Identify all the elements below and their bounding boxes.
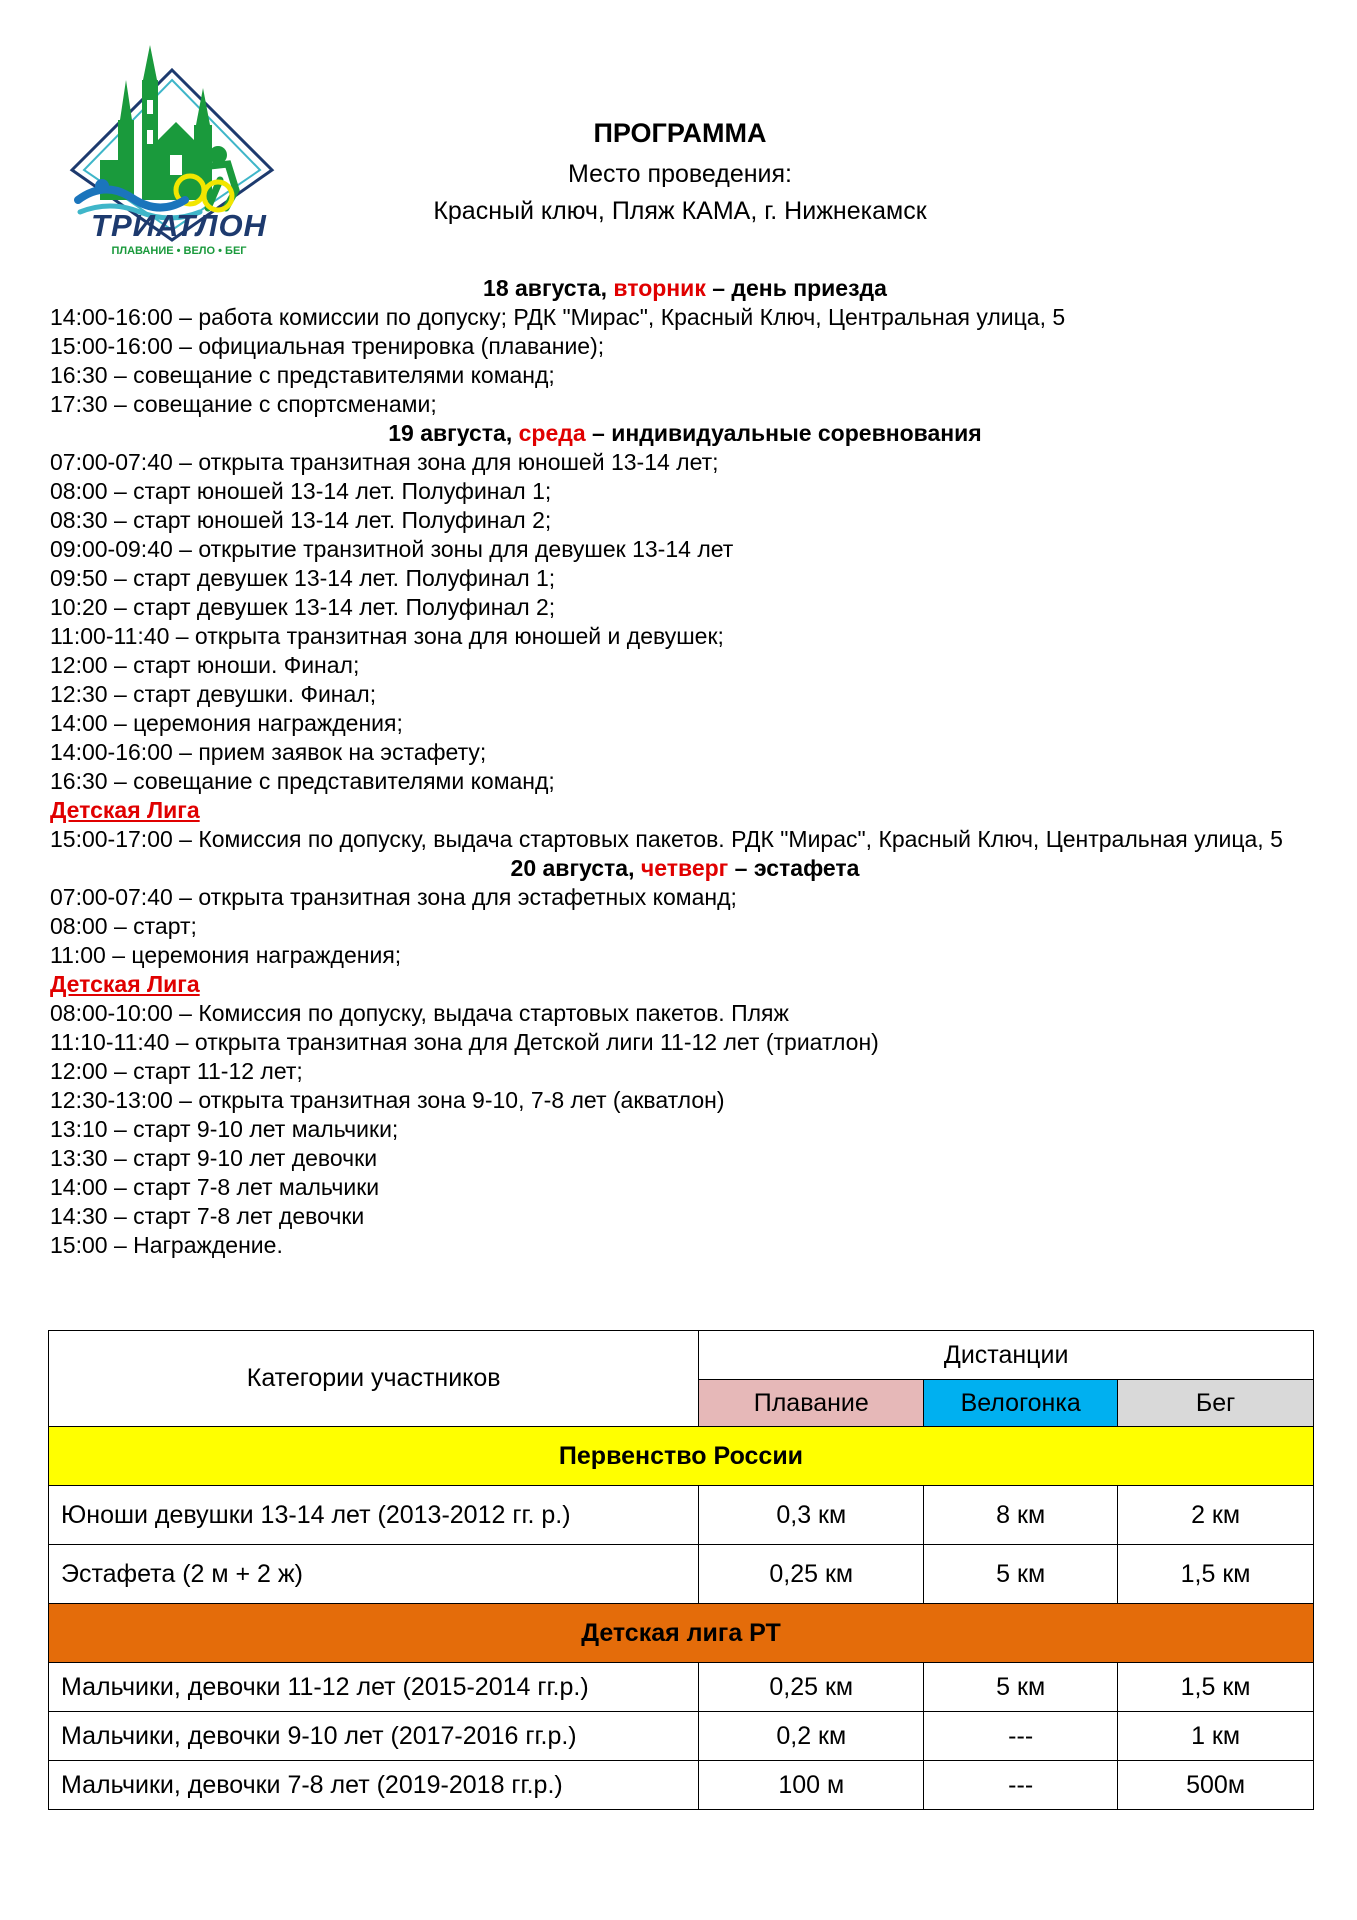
swim-cell: 0,25 км — [699, 1663, 924, 1712]
schedule-item: 12:00 – старт юноши. Финал; — [50, 652, 360, 678]
league-item: 12:00 – старт 11-12 лет; — [50, 1058, 303, 1084]
category-cell: Эстафета (2 м + 2 ж) — [49, 1545, 699, 1604]
schedule-item: 14:00-16:00 – работа комиссии по допуску; РДК "Мирас", Красный Ключ, Центральная улица, 5 — [50, 304, 1066, 330]
schedule-item: 17:30 – совещание с спортсменами; — [50, 391, 437, 417]
day-date: 19 августа, — [388, 420, 519, 446]
day-description: – индивидуальные соревнования — [585, 420, 982, 446]
day-weekday: вторник — [613, 275, 706, 301]
categories-header: Категории участников — [49, 1331, 699, 1427]
schedule-item: 09:50 – старт девушек 13-14 лет. Полуфинал 1; — [50, 565, 556, 591]
league-item: 15:00 – Награждение. — [50, 1232, 283, 1258]
schedule-item: 16:30 – совещание с представителями команд; — [50, 362, 555, 388]
table-row — [49, 1663, 1314, 1712]
day-heading — [50, 274, 1320, 303]
schedule-item: 11:00-11:40 – открыта транзитная зона для юношей и девушек; — [50, 623, 724, 649]
triathlon-logo — [60, 40, 290, 260]
bike-cell: 5 км — [924, 1545, 1118, 1604]
league-item: 14:30 – старт 7-8 лет девочки — [50, 1203, 365, 1229]
category-cell: Юноши девушки 13-14 лет (2013-2012 гг. р.) — [49, 1486, 699, 1545]
schedule-item: 12:30 – старт девушки. Финал; — [50, 681, 377, 707]
section-row — [49, 1427, 1314, 1486]
bike-cell: --- — [924, 1761, 1118, 1810]
venue-address: Красный ключ, Пляж КАМА, г. Нижнекамск — [433, 197, 927, 225]
run-cell: 2 км — [1118, 1486, 1314, 1545]
category-cell: Мальчики, девочки 9-10 лет (2017-2016 гг.р.) — [49, 1712, 699, 1761]
league-heading: Детская Лига — [50, 971, 200, 997]
run-cell: 500м — [1118, 1761, 1314, 1810]
day-date: 20 августа, — [510, 855, 641, 881]
logo-wordmark: ТРИАТЛОН — [91, 208, 267, 243]
league-item: 13:10 – старт 9-10 лет мальчики; — [50, 1116, 399, 1142]
section-row — [49, 1604, 1314, 1663]
league-item: 15:00-17:00 – Комиссия по допуску, выдача стартовых пакетов. РДК "Мирас", Красный Ключ, Центральная улица, 5 — [50, 826, 1283, 852]
swim-cell: 0,3 км — [699, 1486, 924, 1545]
schedule-item: 08:00 – старт; — [50, 913, 197, 939]
bike-cell: 5 км — [924, 1663, 1118, 1712]
schedule-item: 10:20 – старт девушек 13-14 лет. Полуфинал 2; — [50, 594, 556, 620]
category-cell: Мальчики, девочки 11-12 лет (2015-2014 гг.р.) — [49, 1663, 699, 1712]
schedule-item: 14:00 – церемония награждения; — [50, 710, 403, 736]
table-row — [49, 1712, 1314, 1761]
bike-header: Велогонка — [924, 1380, 1118, 1427]
swim-cell: 0,2 км — [699, 1712, 924, 1761]
bike-cell: --- — [924, 1712, 1118, 1761]
league-item: 13:30 – старт 9-10 лет девочки — [50, 1145, 378, 1171]
schedule-item: 08:00 – старт юношей 13-14 лет. Полуфинал 1; — [50, 478, 552, 504]
league-item: 14:00 – старт 7-8 лет мальчики — [50, 1174, 380, 1200]
schedule — [50, 274, 1320, 1260]
category-cell: Мальчики, девочки 7-8 лет (2019-2018 гг.р.) — [49, 1761, 699, 1810]
schedule-item: 08:30 – старт юношей 13-14 лет. Полуфинал 2; — [50, 507, 552, 533]
distances-table — [48, 1330, 1314, 1810]
swim-cell: 0,25 км — [699, 1545, 924, 1604]
schedule-item: 07:00-07:40 – открыта транзитная зона для юношей 13-14 лет; — [50, 449, 719, 475]
page-title: ПРОГРАММА — [593, 118, 767, 148]
schedule-item: 15:00-16:00 – официальная тренировка (плавание); — [50, 333, 605, 359]
distances-header: Дистанции — [699, 1331, 1314, 1380]
schedule-item: 16:30 – совещание с представителями команд; — [50, 768, 555, 794]
schedule-item: 14:00-16:00 – прием заявок на эстафету; — [50, 739, 487, 765]
run-cell: 1,5 км — [1118, 1545, 1314, 1604]
logo-tagline: ПЛАВАНИЕ • ВЕЛО • БЕГ — [111, 245, 247, 257]
day-weekday: среда — [518, 420, 586, 446]
day-heading — [50, 419, 1320, 448]
section-title: Детская лига РТ — [49, 1604, 1314, 1663]
league-item: 12:30-13:00 – открыта транзитная зона 9-10, 7-8 лет (акватлон) — [50, 1087, 725, 1113]
day-description: – день приезда — [705, 275, 887, 301]
table-row — [49, 1545, 1314, 1604]
swim-header: Плавание — [699, 1380, 924, 1427]
run-header: Бег — [1118, 1380, 1314, 1427]
day-heading — [50, 854, 1320, 883]
schedule-item: 09:00-09:40 – открытие транзитной зоны для девушек 13-14 лет — [50, 536, 734, 562]
day-date: 18 августа, — [483, 275, 614, 301]
table-row — [49, 1486, 1314, 1545]
day-weekday: четверг — [640, 855, 729, 881]
day-description: – эстафета — [728, 855, 860, 881]
run-cell: 1,5 км — [1118, 1663, 1314, 1712]
league-item: 11:10-11:40 – открыта транзитная зона для Детской лиги 11-12 лет (триатлон) — [50, 1029, 879, 1055]
swim-cell: 100 м — [699, 1761, 924, 1810]
section-title: Первенство России — [49, 1427, 1314, 1486]
run-cell: 1 км — [1118, 1712, 1314, 1761]
venue-label: Место проведения: — [568, 160, 792, 188]
league-heading-row — [50, 796, 1320, 825]
league-item: 08:00-10:00 – Комиссия по допуску, выдача стартовых пакетов. Пляж — [50, 1000, 789, 1026]
bike-cell: 8 км — [924, 1486, 1118, 1545]
schedule-item: 11:00 – церемония награждения; — [50, 942, 402, 968]
league-heading-row — [50, 970, 1320, 999]
schedule-item: 07:00-07:40 – открыта транзитная зона для эстафетных команд; — [50, 884, 737, 910]
league-heading: Детская Лига — [50, 797, 200, 823]
table-row — [49, 1761, 1314, 1810]
